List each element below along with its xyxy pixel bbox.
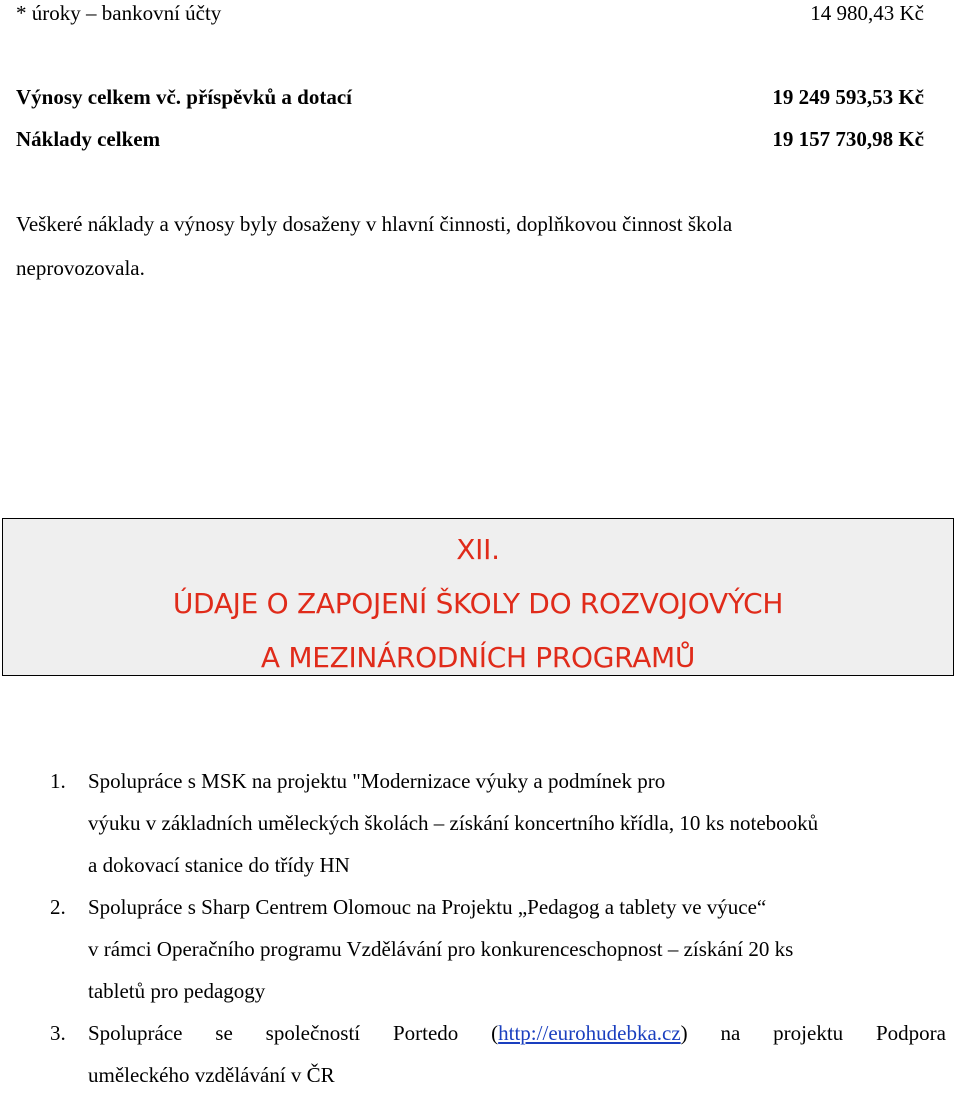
list-item-prefix: Spolupráce se společností Portedo ( [88, 1021, 499, 1045]
interest-row [16, 0, 924, 26]
interest-label: * úroky – bankovní účty [16, 1, 222, 25]
list-item-line: uměleckého vzdělávání v ČR [88, 1063, 335, 1087]
list-item-suffix: ) na projektu Podpora [680, 1021, 946, 1045]
costs-label: Náklady celkem [16, 127, 161, 151]
section-title-line2: A MEZINÁRODNÍCH PROGRAMŮ [260, 641, 696, 674]
list-item [50, 1012, 946, 1096]
list-item-line: a dokovací stanice do třídy HN [88, 853, 350, 877]
list-item-line [88, 1012, 946, 1054]
list-item [50, 886, 946, 1012]
costs-value: 19 157 730,98 Kč [772, 127, 924, 151]
revenue-label: Výnosy celkem vč. příspěvků a dotací [16, 85, 352, 109]
list-item-line: Spolupráce s MSK na projektu "Modernizace výuky a podmínek pro [88, 769, 666, 793]
activity-note [16, 211, 916, 281]
programs-list [50, 760, 946, 1096]
list-item-line: Spolupráce s Sharp Centrem Olomouc na Projektu „Pedagog a tablety ve výuce“ [88, 895, 767, 919]
list-item-number: 3. [50, 1021, 66, 1045]
list-item-line: tabletů pro pedagogy [88, 979, 266, 1003]
revenue-row [16, 84, 924, 110]
activity-note-line2: neprovozovala. [16, 256, 145, 280]
eurohudebka-link[interactable]: http://eurohudebka.cz [498, 1021, 681, 1045]
activity-note-line1: Veškeré náklady a výnosy byly dosaženy v hlavní činnosti, doplňkovou činnost škola [16, 212, 733, 236]
list-item-number: 2. [50, 895, 66, 919]
interest-value: 14 980,43 Kč [810, 1, 924, 25]
list-item-line: výuku v základních uměleckých školách – získání koncertního křídla, 10 ks notebooků [88, 811, 819, 835]
section-title-line1: ÚDAJE O ZAPOJENÍ ŠKOLY DO ROZVOJOVÝCH [172, 587, 784, 620]
revenue-value: 19 249 593,53 Kč [772, 85, 924, 109]
costs-row [16, 126, 924, 152]
section-number: XII. [456, 533, 500, 566]
list-item-number: 1. [50, 769, 66, 793]
section-banner [2, 518, 954, 676]
list-item-line: v rámci Operačního programu Vzdělávání pro konkurenceschopnost – získání 20 ks [88, 937, 794, 961]
list-item [50, 760, 946, 886]
